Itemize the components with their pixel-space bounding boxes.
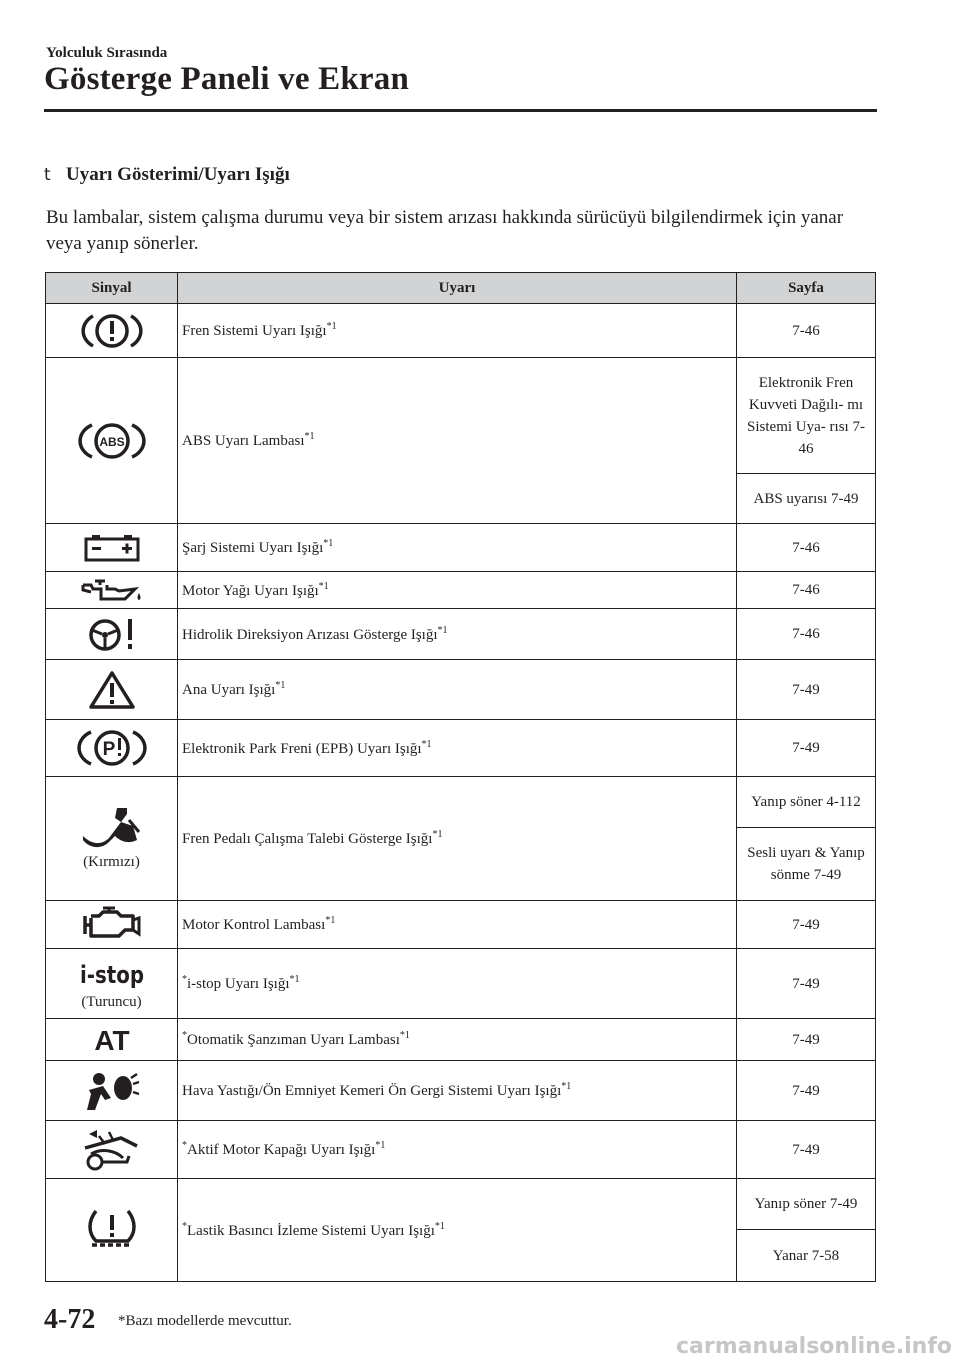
row-page: 7-49 xyxy=(737,901,876,949)
warning-table xyxy=(45,272,876,1282)
table-row xyxy=(46,572,876,609)
icon-color-note: (Kırmızı) xyxy=(83,854,140,870)
row-desc: Otomatik Şanzıman Uyarı Lambası xyxy=(187,1032,400,1048)
table-row xyxy=(46,1061,876,1121)
row-page: 7-49 xyxy=(737,1121,876,1179)
table-row xyxy=(46,304,876,358)
table-row xyxy=(46,660,876,720)
table-row xyxy=(46,901,876,949)
section-bullet: t xyxy=(44,165,51,185)
svg-text:ABS: ABS xyxy=(98,434,125,449)
row-desc: Motor Kontrol Lambası xyxy=(182,917,326,933)
row-desc: Aktif Motor Kapağı Uyarı Işığı xyxy=(187,1142,376,1158)
row-page: Yanıp söner 4-112 xyxy=(737,777,876,828)
row-page: 7-46 xyxy=(737,304,876,358)
row-desc: Fren Sistemi Uyarı Işığı xyxy=(182,323,327,339)
table-row xyxy=(46,720,876,777)
header-page: Sayfa xyxy=(737,273,876,304)
svg-text:i-stop: i-stop xyxy=(79,961,144,989)
footnote-ref: *1 xyxy=(323,538,334,549)
row-desc: Şarj Sistemi Uyarı Işığı xyxy=(182,540,324,556)
chapter-subtitle: Yolculuk Sırasında xyxy=(46,45,168,61)
availability-marker: * xyxy=(182,1220,187,1232)
footnote-ref: *1 xyxy=(561,1081,572,1092)
power-steering-warning-icon xyxy=(83,616,141,652)
header-signal: Sinyal xyxy=(46,273,178,304)
watermark: carmanualsonline.info xyxy=(676,1334,952,1359)
page-number: 4-72 xyxy=(44,1304,96,1335)
tpms-warning-icon xyxy=(84,1207,140,1253)
footnote-ref: *1 xyxy=(289,974,300,985)
row-page: Yanıp söner 7-49 xyxy=(737,1179,876,1230)
airbag-warning-icon xyxy=(81,1070,143,1112)
row-page: Elektronik Fren Kuvveti Dağılı- mı Sistemi Uya- rısı 7-46 xyxy=(737,358,876,474)
table-row xyxy=(46,358,876,474)
brake-pedal-request-icon xyxy=(79,806,145,850)
footnote-ref: *1 xyxy=(325,915,336,926)
row-page: 7-46 xyxy=(737,524,876,572)
section-title xyxy=(44,164,290,186)
i-stop-warning-icon xyxy=(76,956,148,990)
table-row xyxy=(46,524,876,572)
footnote-ref: *1 xyxy=(318,580,329,592)
table-header-row xyxy=(46,273,876,304)
row-page: ABS uyarısı 7-49 xyxy=(737,474,876,524)
svg-text:AT: AT xyxy=(93,1024,130,1056)
epb-warning-icon xyxy=(81,727,143,769)
active-bonnet-warning-icon xyxy=(81,1128,143,1172)
abs-warning-icon xyxy=(82,419,142,463)
row-desc: Elektronik Park Freni (EPB) Uyarı Işığı xyxy=(182,740,422,757)
header-warning: Uyarı xyxy=(178,273,737,304)
availability-marker: * xyxy=(182,1140,187,1151)
svg-text:P: P xyxy=(102,739,115,760)
footnote-ref: *1 xyxy=(375,1140,386,1151)
table-row xyxy=(46,1019,876,1061)
footnote-ref: *1 xyxy=(434,1220,445,1232)
page-title: Gösterge Paneli ve Ekran xyxy=(44,61,409,97)
master-warning-icon xyxy=(87,669,137,711)
header-divider xyxy=(44,109,877,112)
footnote-ref: *1 xyxy=(399,1030,410,1041)
engine-oil-warning-icon xyxy=(79,577,145,603)
availability-marker: * xyxy=(182,974,187,985)
footnote-ref: *1 xyxy=(437,624,448,636)
row-desc: Hidrolik Direksiyon Arızası Gösterge Işığı xyxy=(182,626,438,643)
row-page: Yanar 7-58 xyxy=(737,1230,876,1282)
row-page: 7-49 xyxy=(737,660,876,720)
row-page: 7-49 xyxy=(737,720,876,777)
brake-system-warning-icon xyxy=(83,311,141,351)
row-desc: Motor Yağı Uyarı Işığı xyxy=(182,582,319,599)
row-page: Sesli uyarı & Yanıp sönme 7-49 xyxy=(737,828,876,901)
row-page: 7-49 xyxy=(737,1061,876,1121)
row-page: 7-49 xyxy=(737,1019,876,1061)
row-desc: i-stop Uyarı Işığı xyxy=(187,976,290,992)
check-engine-icon xyxy=(79,906,145,944)
row-desc: ABS Uyarı Lambası xyxy=(182,433,305,449)
battery-charge-warning-icon xyxy=(82,533,142,563)
intro-paragraph: Bu lambalar, sistem çalışma durumu veya bir sistem arızası hakkında sürücüyü bilgilendirmek için yanar veya yanıp sönerler. xyxy=(46,207,844,254)
row-desc: Hava Yastığı/Ön Emniyet Kemeri Ön Gergi Sistemi Uyarı Işığı xyxy=(182,1083,562,1099)
footnote-ref: *1 xyxy=(275,680,286,691)
footnote: *Bazı modellerde mevcuttur. xyxy=(118,1313,292,1329)
row-page: 7-49 xyxy=(737,949,876,1019)
table-row xyxy=(46,1179,876,1230)
footnote-ref: *1 xyxy=(326,321,337,332)
row-desc: Lastik Basıncı İzleme Sistemi Uyarı Işığı xyxy=(187,1222,435,1239)
row-page: 7-46 xyxy=(737,609,876,660)
table-row xyxy=(46,777,876,828)
footnote-ref: *1 xyxy=(421,738,432,750)
footnote-ref: *1 xyxy=(304,431,315,442)
section-title-text: Uyarı Gösterimi/Uyarı Işığı xyxy=(66,164,290,185)
icon-color-note: (Turuncu) xyxy=(81,994,142,1010)
table-row xyxy=(46,1121,876,1179)
row-desc: Ana Uyarı Işığı xyxy=(182,682,276,698)
automatic-transmission-warning-icon xyxy=(87,1025,137,1055)
footnote-ref: *1 xyxy=(432,829,443,840)
row-page: 7-46 xyxy=(737,572,876,609)
availability-marker: * xyxy=(182,1030,187,1041)
table-row xyxy=(46,609,876,660)
table-row xyxy=(46,949,876,1019)
row-desc: Fren Pedalı Çalışma Talebi Gösterge Işığı xyxy=(182,831,433,847)
